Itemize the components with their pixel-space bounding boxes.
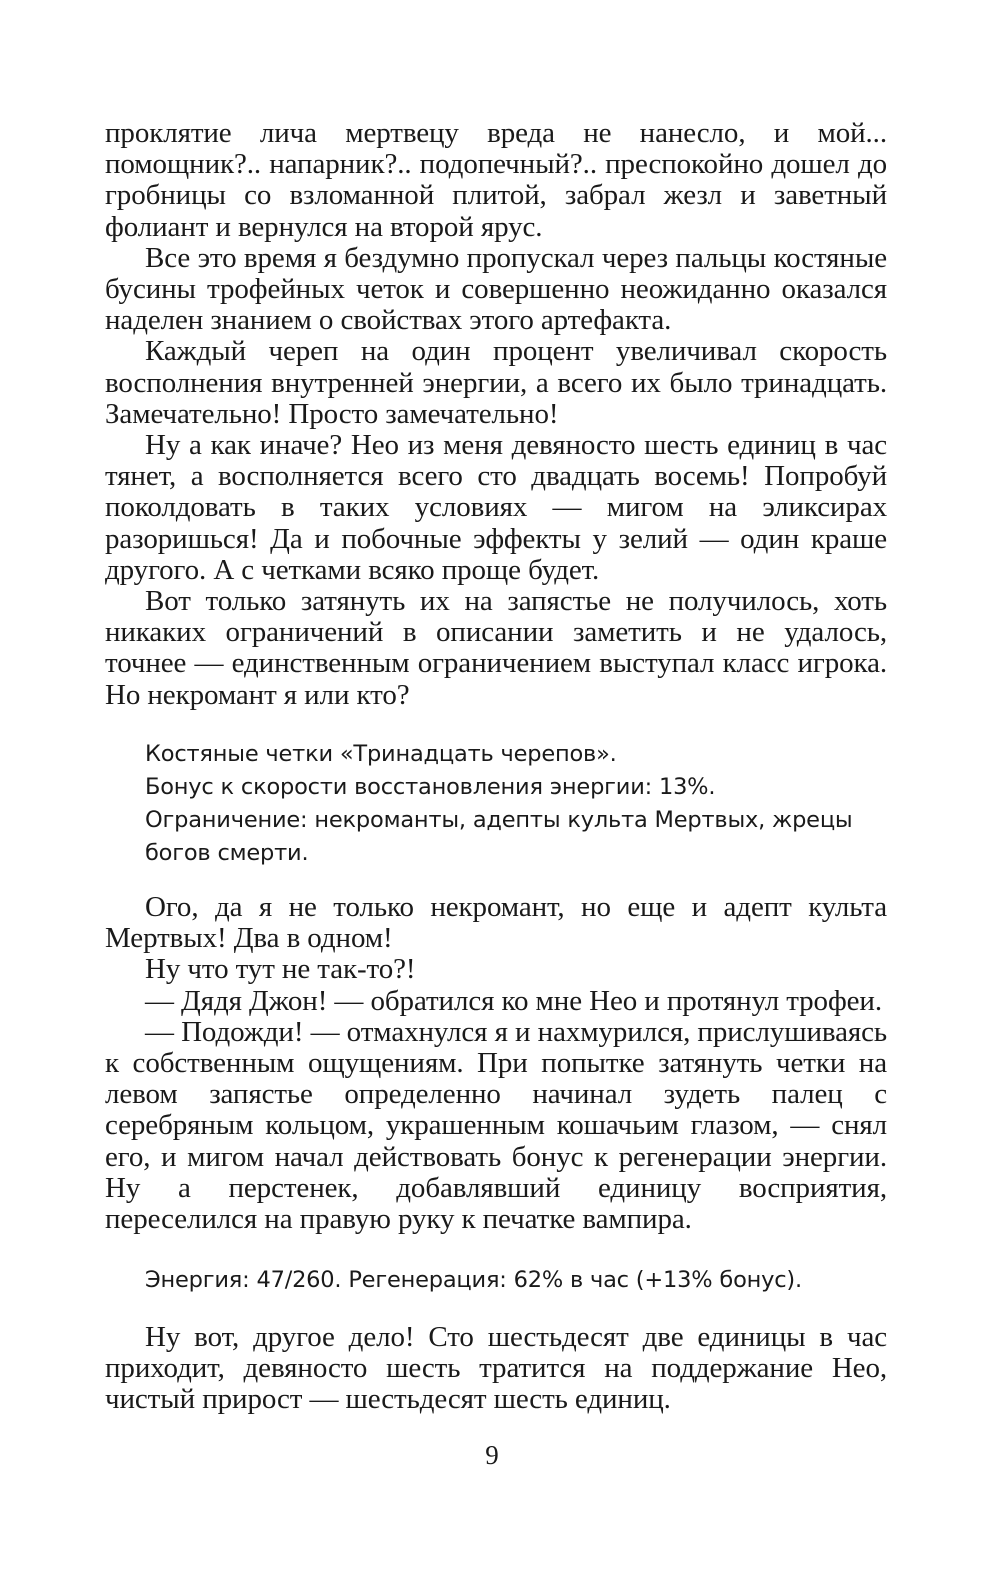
item-info-block bbox=[145, 738, 887, 870]
text-block-middle bbox=[105, 892, 887, 1235]
item-name: Костяные четки «Тринадцать черепов». bbox=[145, 741, 617, 767]
paragraph-4: Ну а как иначе? Нео из меня девяносто шесть единиц в час тянет, а восполняется всего сто двадцать восемь! Попробуй поколдовать в таких условиях — мигом на эликсирах разоришься! Да и побочные эффекты у зелий — один краше другого. А с четками всяко проще будет. bbox=[105, 429, 887, 586]
energy-status-block bbox=[145, 1264, 887, 1297]
paragraph-6: Ого, да я не только некромант, но еще и адепт культа Мертвых! Два в одном! bbox=[105, 891, 887, 955]
paragraph-9: — Подожди! — отмахнулся я и нахмурился, прислушиваясь к собственным ощущениям. При попытке затянуть четки на левом запястье определенно начинал зудеть палец с серебряным кольцом, украшенным кошачьим глазом, — снял его, и мигом начал действовать бонус к регенерации энергии. Ну а перстенек, добавлявший единицу восприятия, переселился на правую руку к печатке вампира. bbox=[105, 1015, 887, 1236]
page-number: 9 bbox=[485, 1440, 499, 1470]
item-restriction: Ограничение: некроманты, адепты культа Мертвых, жрецы богов смерти. bbox=[145, 807, 853, 866]
paragraph-1: проклятие лича мертвецу вреда не нанесло, и мой... помощник?.. напарник?.. подопечный?.. преспокойно дошел до гробницы со взломанной плитой, забрал жезл и заветный фолиант и вернулся на второй ярус. bbox=[105, 117, 887, 243]
text-block-bottom bbox=[105, 1322, 887, 1416]
paragraph-8: — Дядя Джон! — обратился ко мне Нео и протянул трофеи. bbox=[145, 984, 882, 1017]
paragraph-7: Ну что тут не так-то?! bbox=[145, 953, 416, 986]
item-bonus: Бонус к скорости восстановления энергии: 13%. bbox=[145, 774, 716, 800]
paragraph-5: Вот только затянуть их на запястье не получилось, хоть никаких ограничений в описании заметить и не удалось, точнее — единственным ограничением выступал класс игрока. Но некромант я или кто? bbox=[105, 585, 887, 711]
energy-status: Энергия: 47/260. Регенерация: 62% в час (+13% бонус). bbox=[145, 1267, 802, 1293]
paragraph-2: Все это время я бездумно пропускал через пальцы костяные бусины трофейных четок и совершенно неожиданно оказался наделен знанием о свойствах этого артефакта. bbox=[105, 241, 887, 337]
text-block-top bbox=[105, 118, 887, 711]
paragraph-3: Каждый череп на один процент увеличивал скорость восполнения внутренней энергии, а всего их было тринадцать. Замечательно! Просто замечательно! bbox=[105, 335, 887, 430]
paragraph-10: Ну вот, другое дело! Сто шестьдесят две единицы в час приходит, девяносто шесть тратится на поддержание Нео, чистый прирост — шестьдесят шесть единиц. bbox=[105, 1321, 887, 1416]
